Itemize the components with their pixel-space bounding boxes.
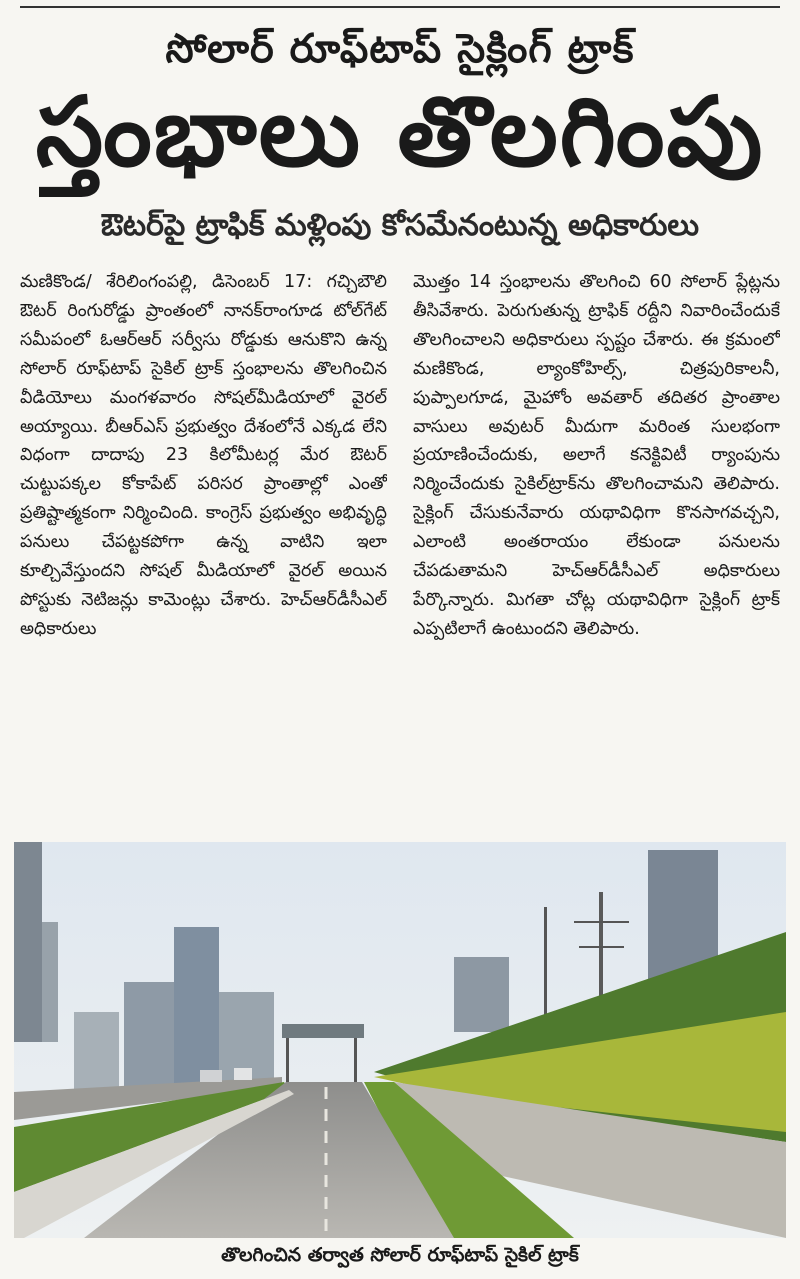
article-column-left: మణికొండ/ శేరిలింగంపల్లి, డిసెంబర్ 17: గచ్చిబౌలి ఔటర్ రింగురోడ్డు ప్రాంతంలో నానక్‌రాంగూడ టోల్‌గేట్ సమీపంలో ఓఆర్‌ఆర్ సర్వీసు రోడ్డుకు ఆనుకొని ఉన్న సోలార్ రూఫ్‌టాప్ సైకిల్ ట్రాక్ స్తంభాలను తొలగించిన వీడియోలు మంగళవారం సోషల్‌మీడియాలో వైరల్ అయ్యాయి. బీఆర్‌ఎస్ ప్రభుత్వం దేశంలోనే ఎక్కడ లేని విధంగా దాదాపు 23 కిలోమీటర్ల మేర ఔటర్ చుట్టుపక్కల కోకాపేట్ పరిసర ప్రాంతాల్లో ఎంతో ప్రతిష్టాత్మకంగా నిర్మించింది. కాంగ్రెస్ ప్రభుత్వం అభివృద్ధి పనులు చేపట్టకపోగా ఉన్న వాటిని ఇలా కూల్చివేస్తుందని సోషల్ మీడియాలో వైరల్ అయిన పోస్టుకు నెటిజన్లు కామెంట్లు చేశారు. హెచ్‌ఆర్‌డీసీఎల్ అధికారులు <box>20 272 387 639</box>
article-photo <box>14 842 786 1238</box>
article-column-right: మొత్తం 14 స్తంభాలను తొలగించి 60 సోలార్ ప్లేట్లను తీసివేశారు. పెరుగుతున్న ట్రాఫిక్ రద్దీని నివారించేందుకే తొలగించాలని అధికారులు స్పష్టం చేశారు. ఈ క్రమంలో మణికొండ, ల్యాంకోహిల్స్, చిత్రపురికాలనీ, పుప్పాలగూడ, మైహోం అవతార్ తదితర ప్రాంతాల వాసులు అవుటర్ మీదుగా మరింత సులభంగా ప్రయాణించేందుకు, అలాగే కనెక్టివిటీ ర్యాంపును నిర్మించేందుకు సైకిల్‌ట్రాక్‌ను తొలగించామని తెలిపారు. సైక్లింగ్ చేసుకునేవారు యథావిధిగా కొనసాగవచ్చని, ఎలాంటి అంతరాయం లేకుండా పనులను చేపడుతామని హెచ్‌ఆర్‌డీసీఎల్ అధికారులు పేర్కొన్నారు. మిగతా చోట్ల యథావిధిగా సైక్లింగ్ ట్రాక్ ఎప్పటిలాగే ఉంటుందని తెలిపారు. <box>413 272 780 639</box>
article-headline: స్తంభాలు తొలగింపు <box>35 76 765 188</box>
article-kicker: సోలార్ రూఫ్‌టాప్ సైక్లింగ్ ట్రాక్ <box>165 26 635 72</box>
photo-caption: తొలగించిన తర్వాత సోలార్ రూఫ్‌టాప్ సైకిల్ ట్రాక్ <box>221 1244 579 1266</box>
article-subheadline: ఔటర్‌పై ట్రాఫిక్ మళ్లింపు కోసమేనంటున్న అధికారులు <box>100 208 699 243</box>
article-body <box>20 268 780 828</box>
top-rule <box>20 6 780 8</box>
